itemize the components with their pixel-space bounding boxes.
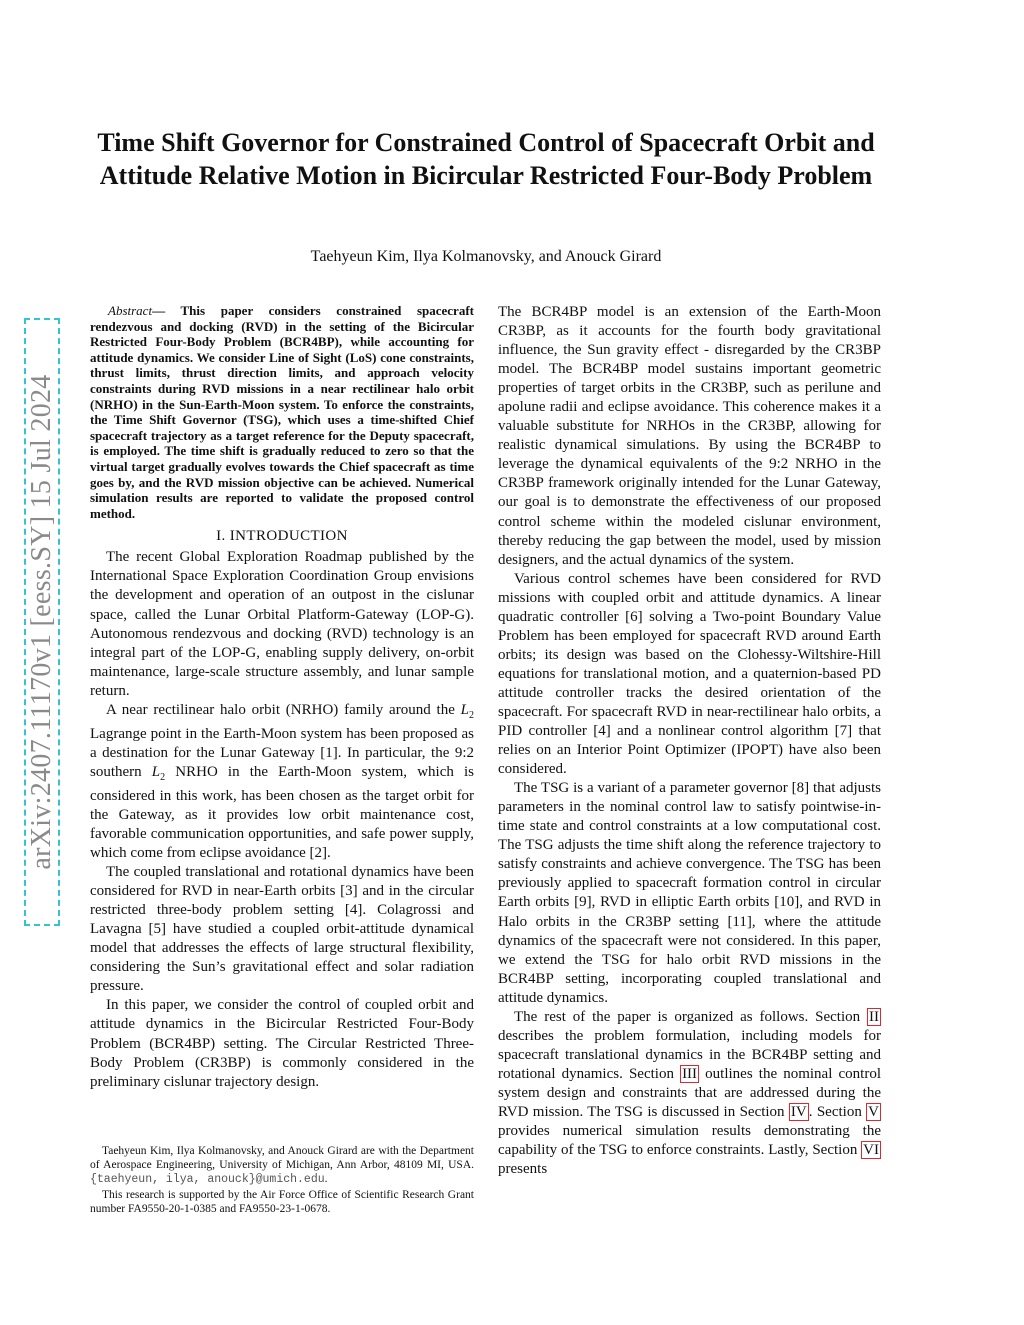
paragraph-text: . Section [808,1103,867,1120]
footnotes [90,1144,474,1216]
intro-paragraph-3: The coupled translational and rotational dynamics have been considered for RVD in near-Earth orbits [3] and in the circular restricted three-body problem setting [4]. Colagrossi and Lavagna [5] have studied a coupled orbit-attitude dynamical model that addresses the effects of large structural flexibility, considering the Sun’s gravitational effect and solar radiation pressure. [90,864,474,995]
abstract [90,303,474,521]
math-subscript: 2 [469,709,474,721]
paragraph-text: NRHO in the Earth-Moon system, which is considered in this work, has been chosen as the target orbit for the Gateway, as it provides low orbit maintenance cost, favorable communication opportunities, and safe power supply, which come from eclipse avoidance [2]. [90,763,474,862]
section-link-ii[interactable]: II [869,1008,879,1025]
paragraph-text: provides numerical simulation results demonstrating the capability of the TSG to enforce constraints. Lastly, Section [498,1123,881,1159]
intro-paragraph-4: In this paper, we consider the control of coupled orbit and attitude dynamics in the Bicircular Restricted Four-Body Problem (BCR4BP) setting. The Circular Restricted Three-Body Problem (CR3BP) is commonly considered in the preliminary cislunar trajectory design. [90,997,474,1090]
paragraph-text: presents [498,1161,548,1178]
math-var: L [460,701,469,718]
right-paragraph-3: The TSG is a variant of a parameter governor [8] that adjusts parameters in the nominal control law to satisfy pointwise-in-time state and control constraints at a low computational cost. The TSG adjusts the time shift along the reference trajectory to satisfy constraints and achieve convergence. The TSG has been previously applied to spacecraft formation control in circular Earth orbits [9], RVD in elliptic Earth orbits [10], and RVD in Halo orbits in the CR3BP setting [11], where the attitude dynamics of the spacecraft were not considered. In this paper, we extend the TSG for halo orbit RVD missions in the BCR4BP setting, incorporating coupled translational and attitude dynamics. [498,780,881,1006]
footnote-text: Taehyeun Kim, Ilya Kolmanovsky, and Anouck Girard are with the Department of Aerospace Engineering, University of Michigan, Ann Arbor, 48109 MI, USA. [90,1145,474,1172]
footnote-funding: This research is supported by the Air Force Office of Scientific Research Grant number FA9550-20-1-0385 and FA9550-23-1-0678. [90,1188,474,1215]
paper-authors: Taehyeun Kim, Ilya Kolmanovsky, and Anouck Girard [310,248,662,265]
intro-paragraph-2 [90,701,474,863]
math-subscript: 2 [160,771,166,783]
math-l2 [460,701,474,721]
footnote-affiliation [90,1144,474,1188]
right-paragraph-2: Various control schemes have been considered for RVD missions with coupled orbit and attitude dynamics. A linear quadratic controller [6] solving a Two-point Boundary Value Problem has been employed for spacecraft RVD around Earth orbits; its design was based on the Clohessy-Wiltshire-Hill equations for translational motion, and a quaternion-based PD attitude controller tracks the desired orientation of the spacecraft. For spacecraft RVD in near-rectilinear halo orbits, a PID controller [4] and a nonlinear control algorithm [7] that relies on an Interior Point Optimizer (IPOPT) have also been considered. [498,570,881,778]
right-paragraph-4 [498,1008,881,1179]
math-var: L [151,763,161,780]
footnote-text: . [324,1173,328,1186]
paragraph-text: A near rectilinear halo orbit (NRHO) family around the [106,701,461,718]
paragraph-text: The rest of the paper is organized as follows. Section [514,1008,867,1025]
abstract-label: Abstract [108,303,153,318]
paragraph-text: Lagrange point in the Earth-Moon system has been proposed as a destination for the Lunar Gateway [1]. In particular, the 9:2 southern [90,725,474,780]
paragraph-text: outlines the nominal control system design and constraints that are addressed during the RVD mission. The TSG is discussed in Section [498,1065,881,1120]
abstract-text: — This paper considers constrained spacecraft rendezvous and docking (RVD) in the setting of the Bicircular Restricted Four-Body Problem (BCR4BP), while accounting for attitude dynamics. We consider Line of Sight (LoS) cone constraints, thrust limits, thrust direction limits, and approach velocity constraints during RVD missions in a near rectilinear halo orbit (NRHO) in the Sun-Earth-Moon system. To enforce the constraints, the Time Shift Governor (TSG), which uses a time-shifted Chief spacecraft trajectory as a target reference for the Deputy spacecraft, is employed. The time shift is gradually reduced to zero so that the virtual target gradually evolves towards the Chief spacecraft as time goes by, and the RVD mission objective can be achieved. Numerical simulation results are reported to validate the proposed control method. [90,303,474,521]
section-link-iii[interactable]: III [682,1065,698,1082]
arxiv-identifier: arXiv:2407.11170v1 [eess.SY] 15 Jul 2024 [26,374,57,870]
intro-paragraph-1: The recent Global Exploration Roadmap published by the International Space Exploration Coordination Group envisions the development and operation of an outpost in the cislunar space, called the Lunar Orbital Platform-Gateway (LOP-G). Autonomous rendezvous and docking (RVD) technology is an integral part of the LOP-G, enabling supply delivery, on-orbit maintenance, large-scale structure assembly, and lunar sample return. [90,549,474,699]
section-link-v[interactable]: V [868,1103,880,1120]
math-l2 [151,763,166,783]
right-column [498,303,881,1179]
paragraph-text: describes the problem formulation, including models for spacecraft translational dynamics in the BCR4BP setting and rotational dynamics. Section [498,1027,881,1082]
right-paragraph-1: The BCR4BP model is an extension of the Earth-Moon CR3BP, as it accounts for the fourth body gravitational influence, the Sun gravity effect - disregarded by the CR3BP model. The BCR4BP model sustains important geometric properties of target orbits in the CR3BP, such as perilune and apolune radii and eclipse avoidance. This coherence makes it a valuable substitute for NRHOs in the CR3BP, allowing for realistic dynamical simulations. By using the BCR4BP to leverage the dynamical equivalents of the 9:2 NRHO in the CR3BP framework originally intended for the Lunar Gateway, our goal is to demonstrate the effectiveness of our proposed control scheme within the modeled cislunar environment, thereby reducing the gap between the model, used by mission designers, and the actual dynamics of the system. [498,304,881,568]
left-column [90,303,474,1092]
author-emails: {taehyeun, ilya, anouck}@umich.edu [90,1173,325,1187]
section-link-iv[interactable]: IV [790,1103,807,1120]
paper-title: Time Shift Governor for Constrained Control of Spacecraft Orbit and Attitude Relative Motion in Bicircular Restricted Four-Body Problem [97,128,875,190]
section-heading-introduction: I. INTRODUCTION [216,528,348,545]
section-link-vi[interactable]: VI [863,1142,879,1159]
